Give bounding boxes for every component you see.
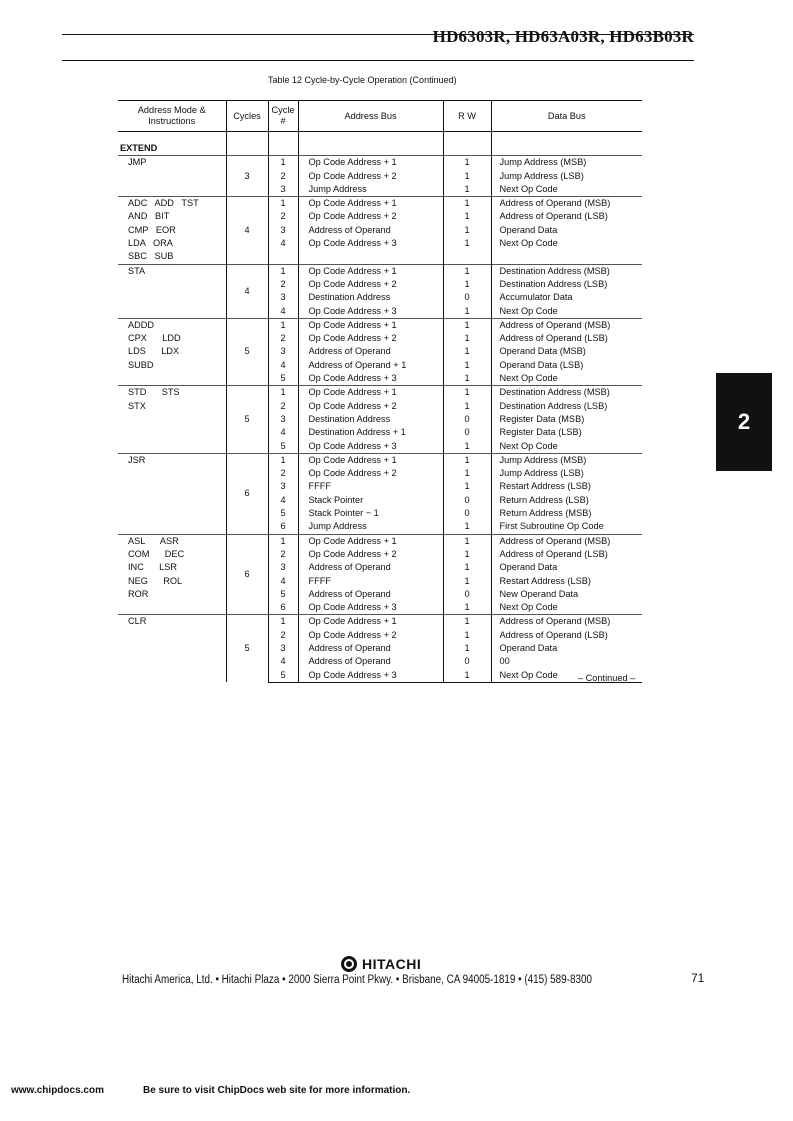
data-bus-cell: Operand Data [499, 642, 558, 653]
instruction-mnemonics: COM DEC [128, 548, 185, 559]
header-rule-bottom [62, 60, 694, 61]
address-bus-cell: Address of Operand [308, 562, 391, 573]
rw-cell: 1 [443, 548, 491, 561]
page-number: 71 [691, 971, 705, 985]
rw-cell: 1 [443, 197, 491, 211]
cycle-number: 4 [268, 494, 298, 507]
instruction-mnemonics: STA [128, 265, 146, 276]
rw-cell: 1 [443, 170, 491, 183]
rw-cell: 1 [443, 278, 491, 291]
instruction-list [118, 615, 226, 682]
table-header [118, 101, 642, 132]
cycle-number: 3 [268, 291, 298, 304]
instruction-mnemonics: CMP EOR [128, 224, 176, 235]
address-bus-cell: Op Code Address + 2 [308, 170, 397, 181]
rw-cell: 0 [443, 655, 491, 668]
address-bus-cell: Op Code Address + 2 [308, 548, 397, 559]
instruction-mnemonics: ADDD [128, 319, 155, 330]
cycle-number: 4 [268, 655, 298, 668]
cycles-count: 4 [226, 264, 268, 318]
cycle-number: 1 [268, 156, 298, 170]
address-bus-cell: Address of Operand [308, 224, 391, 235]
rw-cell: 0 [443, 588, 491, 601]
rw-cell: 0 [443, 426, 491, 439]
data-bus-cell: Address of Operand (MSB) [491, 534, 642, 548]
data-bus-cell: Jump Address (LSB) [499, 468, 584, 479]
cycle-number: 2 [268, 210, 298, 223]
address-bus-cell: Address of Operand [308, 588, 391, 599]
cycle-number: 1 [268, 386, 298, 400]
instruction-mnemonics: NEG ROL [128, 575, 183, 586]
chipdocs-link[interactable]: www.chipdocs.com [11, 1085, 104, 1096]
table-row [118, 534, 642, 548]
cycle-number: 5 [268, 372, 298, 386]
brand-name: HITACHI [362, 956, 422, 972]
cycle-number: 2 [268, 400, 298, 413]
rw-cell: 1 [443, 386, 491, 400]
instruction-mnemonics: CLR [128, 616, 147, 627]
table-row [118, 615, 642, 629]
address-bus-cell: Op Code Address + 2 [308, 333, 397, 344]
col-header-address-mode: Address Mode & Instructions [118, 101, 226, 132]
address-bus-cell: Address of Operand [308, 656, 391, 667]
rw-cell: 1 [443, 318, 491, 332]
col-header-data-bus: Data Bus [491, 101, 642, 132]
cycle-number: 2 [268, 278, 298, 291]
cycle-number: 2 [268, 170, 298, 183]
section-tab: 2 [716, 373, 772, 471]
cycle-number [268, 250, 298, 264]
address-bus-cell: Op Code Address + 1 [298, 264, 443, 278]
cycle-number: 3 [268, 642, 298, 655]
data-bus-cell [491, 250, 642, 264]
data-bus-cell: Next Op Code [499, 183, 558, 194]
rw-cell: 1 [443, 183, 491, 197]
address-bus-cell: FFFF [308, 575, 331, 586]
address-bus-cell: Op Code Address + 2 [308, 211, 397, 222]
address-bus-cell: Address of Operand + 1 [308, 359, 407, 370]
rw-cell: 1 [443, 264, 491, 278]
cycle-number: 5 [268, 440, 298, 454]
address-bus-cell: Op Code Address + 3 [308, 305, 397, 316]
cycles-count: 5 [226, 318, 268, 385]
data-bus-cell: New Operand Data [499, 588, 579, 599]
cycle-number: 4 [268, 237, 298, 250]
cycle-number: 5 [268, 507, 298, 520]
cycles-count: 6 [226, 534, 268, 615]
rw-cell: 1 [443, 440, 491, 454]
cycle-number: 4 [268, 426, 298, 439]
address-bus-cell: Op Code Address + 2 [308, 400, 397, 411]
col-header-address-bus: Address Bus [298, 101, 443, 132]
data-bus-cell: Restart Address (LSB) [499, 481, 591, 492]
address-bus-cell: Destination Address + 1 [308, 427, 406, 438]
cycle-number: 3 [268, 345, 298, 358]
rw-cell: 1 [443, 332, 491, 345]
instruction-list [118, 534, 226, 615]
data-bus-cell: Next Op Code [499, 440, 558, 451]
cycle-number: 4 [268, 359, 298, 372]
address-bus-cell: Op Code Address + 2 [308, 278, 397, 289]
address-bus-cell: Op Code Address + 1 [298, 156, 443, 170]
rw-cell: 1 [443, 237, 491, 250]
rw-cell: 1 [443, 400, 491, 413]
rw-cell: 0 [443, 494, 491, 507]
document-title: HD6303R, HD63A03R, HD63B03R [432, 27, 694, 46]
table-row [118, 453, 642, 467]
address-bus-cell [298, 250, 443, 264]
address-bus-cell: Destination Address [308, 413, 391, 424]
instruction-list [118, 264, 226, 318]
cycle-number: 3 [268, 480, 298, 493]
cycle-number: 1 [268, 264, 298, 278]
company-address: Hitachi America, Ltd. • Hitachi Plaza • 2000 Sierra Point Pkwy. • Brisbane, CA 94005-1819 • (415) 589-8300 [122, 974, 592, 986]
address-bus-cell: Op Code Address + 1 [298, 453, 443, 467]
instruction-list [118, 318, 226, 385]
cycle-operation-table [118, 100, 642, 683]
address-bus-cell: Op Code Address + 1 [298, 197, 443, 211]
continued-note: – Continued – [578, 673, 636, 683]
cycles-count: 3 [226, 156, 268, 197]
data-bus-cell: Address of Operand (MSB) [491, 615, 642, 629]
address-bus-cell: FFFF [308, 481, 331, 492]
instruction-mnemonics: CPX LDD [128, 333, 181, 344]
address-bus-cell: Jump Address [308, 521, 367, 532]
cycle-number: 4 [268, 575, 298, 588]
address-bus-cell: Jump Address [308, 183, 367, 194]
data-bus-cell: Next Op Code [499, 602, 558, 613]
data-bus-cell: Destination Address (LSB) [499, 278, 608, 289]
section-row [118, 132, 642, 156]
address-bus-cell: Stack Pointer [308, 494, 364, 505]
data-bus-cell: Destination Address (MSB) [491, 264, 642, 278]
data-bus-cell: Accumulator Data [499, 292, 573, 303]
data-bus-cell: Return Address (LSB) [499, 494, 589, 505]
instruction-list [118, 197, 226, 264]
data-bus-cell: Destination Address (MSB) [491, 386, 642, 400]
data-bus-cell: Restart Address (LSB) [499, 575, 591, 586]
data-bus-cell: Operand Data (MSB) [499, 346, 586, 357]
data-bus-cell: Address of Operand (LSB) [499, 333, 608, 344]
instruction-list [118, 386, 226, 453]
cycles-count: 6 [226, 453, 268, 534]
instruction-mnemonics: SBC SUB [128, 251, 174, 262]
address-bus-cell: Op Code Address + 3 [308, 373, 397, 384]
instruction-mnemonics: LDS LDX [128, 346, 180, 357]
address-bus-cell: Op Code Address + 3 [308, 440, 397, 451]
address-bus-cell: Address of Operand [308, 642, 391, 653]
data-bus-cell: Jump Address (MSB) [491, 453, 642, 467]
rw-cell: 1 [443, 372, 491, 386]
cycle-number: 5 [268, 588, 298, 601]
data-bus-cell: 00 [499, 656, 510, 667]
data-bus-cell: Destination Address (LSB) [499, 400, 608, 411]
cycle-number: 5 [268, 669, 298, 683]
table-row [118, 318, 642, 332]
instruction-mnemonics: JSR [128, 454, 146, 465]
instruction-mnemonics: JMP [128, 157, 147, 168]
instruction-mnemonics: STX [128, 400, 146, 411]
rw-cell: 1 [443, 534, 491, 548]
rw-cell: 1 [443, 561, 491, 574]
cycle-number: 1 [268, 453, 298, 467]
instruction-list [118, 453, 226, 534]
cycle-number: 1 [268, 615, 298, 629]
instruction-mnemonics: ADC ADD TST [128, 198, 199, 209]
rw-cell: 1 [443, 575, 491, 588]
data-bus-cell: Register Data (MSB) [499, 413, 585, 424]
rw-cell: 1 [443, 453, 491, 467]
cycle-number: 6 [268, 520, 298, 534]
rw-cell: 1 [443, 615, 491, 629]
rw-cell: 1 [443, 629, 491, 642]
address-bus-cell: Op Code Address + 2 [308, 629, 397, 640]
address-bus-cell: Op Code Address + 1 [298, 386, 443, 400]
rw-cell: 0 [443, 507, 491, 520]
rw-cell: 0 [443, 291, 491, 304]
cycle-number: 3 [268, 413, 298, 426]
cycle-number: 2 [268, 332, 298, 345]
table-body [118, 132, 642, 683]
instruction-mnemonics: INC LSR [128, 562, 178, 573]
data-bus-cell: Address of Operand (MSB) [491, 197, 642, 211]
instruction-mnemonics: AND BIT [128, 211, 170, 222]
col-header-cycle-number: Cycle # [268, 101, 298, 132]
data-bus-cell: Return Address (MSB) [499, 508, 592, 519]
rw-cell: 0 [443, 413, 491, 426]
cycle-number: 1 [268, 197, 298, 211]
hitachi-logo [340, 955, 421, 973]
data-bus-cell: Address of Operand (LSB) [499, 629, 608, 640]
rw-cell: 1 [443, 669, 491, 683]
data-bus-cell: Operand Data [499, 562, 558, 573]
chipdocs-note: Be sure to visit ChipDocs web site for more information. [143, 1085, 411, 1096]
rw-cell: 1 [443, 642, 491, 655]
col-header-rw: R W [443, 101, 491, 132]
cycle-number: 3 [268, 561, 298, 574]
rw-cell: 1 [443, 359, 491, 372]
rw-cell: 1 [443, 467, 491, 480]
address-bus-cell: Op Code Address + 3 [308, 602, 397, 613]
data-bus-cell: Address of Operand (MSB) [491, 318, 642, 332]
rw-cell: 1 [443, 601, 491, 615]
cycles-count: 5 [226, 386, 268, 453]
address-bus-cell: Op Code Address + 1 [298, 534, 443, 548]
hitachi-emblem-icon [340, 955, 358, 973]
data-bus-cell: Next Op Code [499, 373, 558, 384]
rw-cell: 1 [443, 305, 491, 319]
table-row [118, 197, 642, 211]
rw-cell: 1 [443, 224, 491, 237]
address-bus-cell: Op Code Address + 2 [308, 468, 397, 479]
address-bus-cell: Op Code Address + 1 [298, 318, 443, 332]
cycle-number: 4 [268, 305, 298, 319]
data-bus-cell: Next Op Code [491, 669, 642, 683]
instruction-mnemonics: SUBD [128, 359, 154, 370]
address-bus-cell: Op Code Address + 3 [298, 669, 443, 683]
instruction-mnemonics: LDA ORA [128, 238, 173, 249]
instruction-mnemonics: STD STS [128, 387, 180, 398]
data-bus-cell: Jump Address (LSB) [499, 170, 584, 181]
data-bus-cell: Jump Address (MSB) [491, 156, 642, 170]
table-row [118, 156, 642, 170]
data-bus-cell: Next Op Code [499, 238, 558, 249]
address-bus-cell: Address of Operand [308, 346, 391, 357]
address-bus-cell: Op Code Address + 1 [298, 615, 443, 629]
cycle-number: 1 [268, 534, 298, 548]
address-bus-cell: Destination Address [308, 292, 391, 303]
table-caption: Table 12 Cycle-by-Cycle Operation (Continued) [268, 75, 457, 85]
cycles-count: 5 [226, 615, 268, 682]
data-bus-cell: Operand Data [499, 224, 558, 235]
address-bus-cell: Stack Pointer − 1 [308, 508, 379, 519]
cycles-count: 4 [226, 197, 268, 264]
instruction-list [118, 156, 226, 197]
cycle-number: 2 [268, 629, 298, 642]
cycle-number: 6 [268, 601, 298, 615]
address-bus-cell: Op Code Address + 3 [308, 238, 397, 249]
rw-cell: 1 [443, 156, 491, 170]
cycle-number: 3 [268, 183, 298, 197]
rw-cell: 1 [443, 480, 491, 493]
data-bus-cell: Address of Operand (LSB) [499, 211, 608, 222]
cycle-number: 1 [268, 318, 298, 332]
cycle-number: 3 [268, 224, 298, 237]
rw-cell [443, 250, 491, 264]
data-bus-cell: Next Op Code [499, 305, 558, 316]
col-header-cycles: Cycles [226, 101, 268, 132]
cycle-number: 2 [268, 548, 298, 561]
rw-cell: 1 [443, 345, 491, 358]
data-bus-cell: Address of Operand (LSB) [499, 548, 608, 559]
data-bus-cell: Operand Data (LSB) [499, 359, 584, 370]
table-row [118, 386, 642, 400]
rw-cell: 1 [443, 520, 491, 534]
cycle-number: 2 [268, 467, 298, 480]
rw-cell: 1 [443, 210, 491, 223]
data-bus-cell: Register Data (LSB) [499, 427, 582, 438]
data-bus-cell: First Subroutine Op Code [499, 521, 604, 532]
table-row [118, 264, 642, 278]
section-label: EXTEND [120, 143, 158, 153]
instruction-mnemonics: ROR [128, 588, 149, 599]
instruction-mnemonics: ASL ASR [128, 535, 179, 546]
